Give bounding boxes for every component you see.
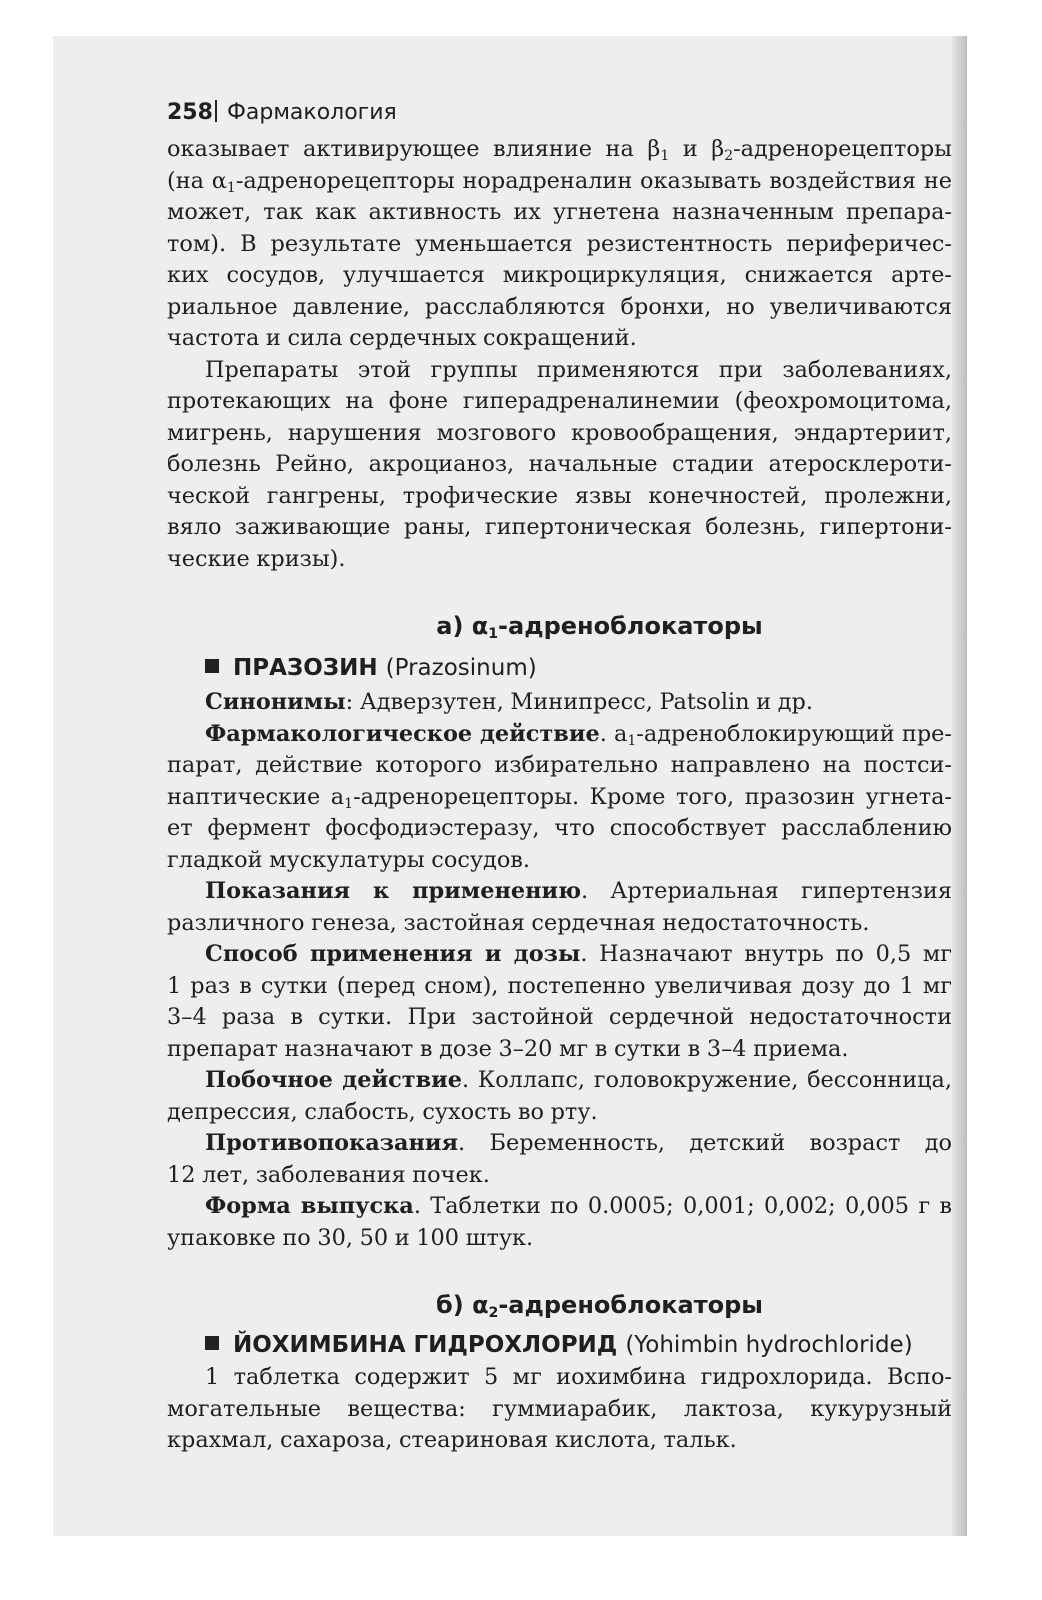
text-line: ческие кризы). (167, 545, 346, 572)
text-line: ких сосудов, улучшается микроциркуляция, снижается арте- (167, 262, 952, 288)
page-edge-shadow (952, 36, 967, 1536)
paragraph-2 (167, 355, 952, 576)
text-line: 1 таблетка содержит 5 мг иохимбина гидрохлорида. Вспо- (205, 1364, 952, 1390)
prazosin-dosage: Способ применения и дозы. Назначают внутрь по 0,5 мг 1 раз в сутки (перед сном), постепенно увеличивая дозу до 1 мг 3–4 раза в сутки. При застойной сердечной недостаточности препарат назначают в дозе 3–20 мг в сутки в 3–4 приема. (167, 939, 952, 1065)
side-effects-label: Побочное действие (205, 1067, 463, 1093)
paragraph-1 (167, 134, 952, 355)
text-line: 1 раз в сутки (перед сном), постепенно увеличивая дозу до 1 мг (167, 972, 952, 999)
text-line: наптические $а_1$-адренорецепторы. Кроме того, празозин угнета- (167, 783, 952, 812)
text-line: том). В результате уменьшается резистентность периферичес- (167, 230, 952, 257)
contraindications-label: Противопоказания (205, 1130, 459, 1156)
text-line: упаковке по 30, 50 и 100 штук. (167, 1224, 534, 1251)
text-line: частота и сила сердечных сокращений. (167, 325, 637, 351)
book-title: Фармакология (226, 100, 397, 125)
drug-heading-prazosin: ПРАЗОЗИН (Prazosinum) (167, 651, 952, 685)
prazosin-synonyms: Синонимы: Адверзутен, Минипресс, Patsolin и др. (205, 689, 813, 715)
text-line: ет фермент фосфодиэстеразу, что способствует расслаблению (167, 815, 952, 841)
form-label: Форма выпуска (205, 1193, 414, 1219)
section-heading-alpha1: а) $\alpha_1$-адреноблокаторы (436, 612, 763, 642)
prazosin-indications: Показания к применению. Артериальная гипертензия различного генеза, застойная сердечная недостаточность. (167, 876, 952, 939)
text-line: гладкой мускулатуры сосудов. (167, 846, 531, 873)
page-content (167, 94, 952, 1457)
text-line: мигрень, нарушения мозгового кровообращения, эндартериит, (167, 419, 952, 446)
prazosin-form: Форма выпуска. Таблетки по 0.0005; 0,001; 0,002; 0,005 г в упаковке по 30, 50 и 100 штук. (167, 1191, 952, 1254)
yohimbine-composition (167, 1362, 952, 1457)
drug-heading-yohimbine: ЙОХИМБИНА ГИДРОХЛОРИД (Yohimbin hydrochloride) (167, 1328, 952, 1362)
text-line: крахмал, сахароза, стеариновая кислота, тальк. (167, 1427, 737, 1453)
prazosin-action: Фармакологическое действие. $а_1$-адреноблокирующий пре- парат, действие которого избирательно направлено на постси- наптические $а_1$-адренорецепторы. Кроме того, празозин угнета- ет фермент фосфодиэстеразу, что способствует расслаблению гладкой мускулатуры сосудов. (167, 719, 952, 877)
text-line: протекающих на фоне гиперадреналинемии (феохромоцитома, (167, 388, 952, 414)
text-line: ческой гангрены, трофические язвы конечностей, пролежни, (167, 482, 952, 509)
text-line: (на $\alpha_1$-адренорецепторы норадреналин оказывать воздействия не (167, 167, 952, 196)
text-line: оказывает активирующее влияние на $\beta_1$ и $\beta_2$-адренорецепторы (167, 136, 952, 164)
text-line: вяло заживающие раны, гипертоническая болезнь, гипертони- (167, 514, 952, 540)
text-line: депрессия, слабость, сухость во рту. (167, 1098, 598, 1125)
text-line: препарат назначают в дозе 3–20 мг в сутки в 3–4 приема. (167, 1035, 849, 1062)
text-line: 12 лет, заболевания почек. (167, 1161, 490, 1188)
text-line: могательные вещества: гуммиарабик, лактоза, кукурузный (167, 1395, 952, 1422)
prazosin-contraindications: Противопоказания. Беременность, детский возраст до 12 лет, заболевания почек. (167, 1128, 952, 1191)
action-label: Фармакологическое действие (205, 720, 600, 747)
page-number: 258 (167, 100, 213, 125)
text-line: различного генеза, застойная сердечная недостаточность. (167, 909, 870, 936)
dosage-label: Способ применения и дозы (205, 941, 581, 967)
text-line: риальное давление, расслабляются бронхи, но увеличиваются (167, 293, 952, 320)
prazosin-side-effects: Побочное действие. Коллапс, головокружение, бессонница, депрессия, слабость, сухость во рту. (167, 1065, 952, 1128)
text-line: болезнь Рейно, акроцианоз, начальные стадии атеросклероти- (167, 451, 952, 477)
bullet-square-icon (205, 659, 219, 673)
text-line: может, так как активность их угнетена назначенным препара- (167, 199, 952, 225)
text-line: парат, действие которого избирательно направлено на постси- (167, 752, 952, 778)
synonyms-label: Синонимы (205, 689, 346, 715)
section-heading-alpha2: б) $\alpha_2$-адреноблокаторы (436, 1291, 763, 1321)
header-divider (215, 100, 217, 122)
running-header (167, 94, 952, 132)
indications-label: Показания к применению (205, 878, 582, 904)
text-line: 3–4 раза в сутки. При застойной сердечной недостаточности (167, 1004, 952, 1030)
bullet-square-icon (205, 1336, 219, 1350)
text-line: Препараты этой группы применяются при заболеваниях, (205, 356, 952, 383)
